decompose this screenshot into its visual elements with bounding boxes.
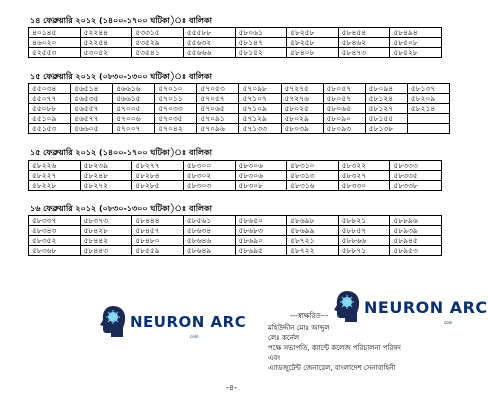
- table-cell: ৫৮২২৬: [29, 161, 81, 171]
- table-cell: ৫৮৮২১: [338, 216, 390, 226]
- table-cell: [407, 114, 449, 124]
- table-cell: ৫৭১০৯: [239, 104, 281, 114]
- table-row: [29, 84, 450, 94]
- table-cell: ৫৬৬০৫: [71, 124, 113, 134]
- logo-text: NEURON ARC: [130, 313, 247, 331]
- table-cell: ৫৮৪৪২: [80, 236, 132, 246]
- table-cell: ৫৭০০৭: [113, 124, 155, 134]
- table-cell: ৫৮৩৭৩: [80, 216, 132, 226]
- table-row: [29, 161, 442, 171]
- logo-subtext: com: [190, 334, 199, 339]
- table-cell: ৫৮৯৪৫: [390, 236, 442, 246]
- table-cell: ৫৮৩৪৩: [29, 226, 81, 236]
- table-cell: ৪০১৪৫: [29, 28, 81, 38]
- table-cell: ৫৫০৭৭: [29, 94, 71, 104]
- table-cell: [407, 124, 449, 134]
- section-title: ১৫ ফেব্রুয়ারি ২০১২ (০৮৩০-১৩০০ ঘটিকা)ঃ বালিকা: [30, 72, 212, 81]
- table-cell: ৫৮৩০৬: [235, 171, 287, 181]
- table-cell: ৫৮২৮৫: [132, 181, 184, 191]
- table-cell: ৫৭০১১: [155, 94, 197, 104]
- table-cell: ৫৮৩১০: [287, 161, 339, 171]
- table-cell: ৫৫১০৯: [29, 114, 71, 124]
- table-cell: ৫৫৬৩২: [183, 38, 235, 48]
- table-cell: ৫৬৫১৪: [71, 84, 113, 94]
- table-cell: ৫৮৩০০: [183, 161, 235, 171]
- table-cell: ৫৭০০৬: [113, 114, 155, 124]
- roll-table: [28, 160, 442, 191]
- table-cell: ৫৮২০৯: [407, 94, 449, 104]
- table-cell: ৫৮৩০৮: [235, 181, 287, 191]
- table-cell: ৫৮৮৯৬: [390, 216, 442, 226]
- logo-text: NEURON ARC: [364, 297, 488, 317]
- watermark-logo: [98, 302, 247, 342]
- table-cell: ৫৮৩৫২: [29, 236, 81, 246]
- table-cell: ৫৭০৬৫: [197, 104, 239, 114]
- table-cell: ৫৭২৭৫: [281, 84, 323, 94]
- table-cell: ৫৮৩০২: [183, 171, 235, 181]
- table-cell: ৫৮৪২৮: [80, 226, 132, 236]
- table-cell: ৫৬৬১৫: [113, 94, 155, 104]
- table-cell: ৫৮০৫৭: [323, 94, 365, 104]
- table-cell: ৫৮৫৫৯: [132, 246, 184, 256]
- table-cell: ৫৭০৫৭: [197, 94, 239, 104]
- table-cell: ৫৬৫৩৫: [71, 94, 113, 104]
- table-row: [29, 226, 442, 236]
- table-cell: ৫৮৬৩৪: [183, 226, 235, 236]
- table-row: [29, 181, 442, 191]
- signatory-role: পক্ষে সভাপতি, ক্যান্টে কলেজ পরিচালনা পরিষদ: [268, 344, 401, 352]
- table-cell: ৫৮২৪৮: [80, 171, 132, 181]
- table-cell: ৫৭০১০: [155, 84, 197, 94]
- table-cell: ৫৮২৫৮: [287, 38, 339, 48]
- table-cell: ৫৮৬৮৩: [235, 226, 287, 236]
- table-cell: ৫৭০০৫: [113, 104, 155, 114]
- logo-subtext: com: [444, 320, 453, 325]
- table-cell: ৫৮৩২২: [338, 161, 390, 171]
- signatory-rank: লেঃ কর্নেল: [268, 334, 300, 342]
- table-cell: ৫৮৭২২: [287, 246, 339, 256]
- table-row: [29, 94, 450, 104]
- table-cell: ৫৭২৭৬: [281, 94, 323, 104]
- table-cell: ৫৮০৯০: [323, 114, 365, 124]
- table-cell: ৫৭০৫৩: [197, 84, 239, 94]
- section-title: ১৪ ফেব্রুয়ারি ২০১২ (১৪০০-১৭০০ ঘটিকা)ঃ বালিকা: [30, 16, 212, 25]
- table-cell: ৫৮৩২৭: [338, 171, 390, 181]
- table-cell: ৫৮৩০৩: [183, 181, 235, 191]
- table-cell: ৫৩৫২৯: [132, 38, 184, 48]
- table-cell: ৫৭০৯১: [197, 114, 239, 124]
- table-cell: ৫৭০৯৮: [239, 84, 281, 94]
- table-cell: ৫৮১৪৭: [235, 38, 287, 48]
- table-cell: ৫৮২৭২: [80, 181, 132, 191]
- table-cell: ৫৮০৫৭: [323, 84, 365, 94]
- table-cell: ৫৫০৮৮: [29, 104, 71, 114]
- signature-label: ---স্বাক্ষরিত---: [290, 312, 329, 320]
- table-cell: ৫৮৩৩৩: [390, 161, 442, 171]
- table-cell: ৫৮৩০৬: [235, 161, 287, 171]
- table-cell: ৫৮৫৬১: [183, 216, 235, 226]
- roll-table: [28, 83, 450, 134]
- table-cell: ৫৮০৩৯: [281, 124, 323, 134]
- table-cell: ৫২২৪৪: [80, 28, 132, 38]
- table-row: [29, 28, 442, 38]
- table-cell: ৫৮৮৫৭: [338, 226, 390, 236]
- table-cell: ৫৩০৫২: [80, 48, 132, 58]
- table-row: [29, 114, 450, 124]
- table-cell: ৫৮৪৫৪: [338, 28, 390, 38]
- table-cell: ৫৮৩১৬: [287, 181, 339, 191]
- table-cell: ৫৮৪০৮: [287, 48, 339, 58]
- table-cell: ৫৭০৯৬: [197, 124, 239, 134]
- table-cell: ৫৮৬৯০: [235, 236, 287, 246]
- signatory-name: মহিউদ্দীন মোঃ আব্দুল: [268, 324, 330, 332]
- table-cell: ৫৮২১৪: [407, 104, 449, 114]
- table-row: [29, 236, 442, 246]
- table-cell: ৫৮৮৬৬: [338, 236, 390, 246]
- table-cell: ৫৬৫৭৭: [71, 114, 113, 124]
- table-cell: ৫৮২২৮: [29, 181, 81, 191]
- table-cell: ৫৮১২৭: [365, 104, 407, 114]
- table-cell: ৫৫১৫৩: [29, 124, 71, 134]
- table-row: [29, 124, 450, 134]
- table-cell: ৫৭১০৭: [239, 94, 281, 104]
- table-row: [29, 216, 442, 226]
- table-cell: ৫৮১৩৭: [407, 84, 449, 94]
- table-cell: ৫৮৬৯৮: [287, 216, 339, 226]
- table-cell: ৫৮৩৩৫: [390, 171, 442, 181]
- table-cell: ৫৮০২৯: [281, 114, 323, 124]
- table-cell: ৫৬৬১৬: [113, 84, 155, 94]
- table-cell: ৫২৫৫৩: [29, 48, 81, 58]
- table-cell: ৫৮০৬১: [235, 28, 287, 38]
- table-cell: ৫৮৪৬২: [338, 38, 390, 48]
- table-cell: ৫৮৪৪৪: [132, 216, 184, 226]
- table-cell: ৫৮৩৩৮: [390, 181, 442, 191]
- table-cell: ৫৮২৫৮: [287, 28, 339, 38]
- table-cell: ৫৮৪৮০: [132, 236, 184, 246]
- table-row: [29, 171, 442, 181]
- table-cell: ৫৫৫৮৮: [183, 28, 235, 38]
- table-cell: ৫৮৯৫৩: [390, 246, 442, 256]
- table-cell: ৫৮৭২১: [287, 236, 339, 246]
- table-cell: ৫৮৮৭১: [338, 246, 390, 256]
- head-icon: [98, 304, 128, 340]
- table-cell: ৪৬০২০: [29, 38, 81, 48]
- table-cell: ৫৮৬৯৯: [287, 226, 339, 236]
- table-cell: ৫৮১২৪: [365, 94, 407, 104]
- table-cell: ৫৮৪৭৩: [338, 48, 390, 58]
- table-cell: ৫৬৫৫৭: [71, 104, 113, 114]
- table-cell: ৫৮১৩৮: [365, 124, 407, 134]
- table-row: [29, 246, 442, 256]
- table-cell: ৫৫০৩৪: [29, 84, 71, 94]
- table-cell: ৫৭০৪২: [155, 124, 197, 134]
- table-row: [29, 104, 450, 114]
- table-cell: ৫৮৩৩৭: [29, 216, 81, 226]
- roll-table: [28, 27, 442, 58]
- table-cell: ৫৮৩৩০: [338, 181, 390, 191]
- page-number: -৪-: [226, 383, 237, 392]
- table-cell: ৫৮৪৫৭: [132, 226, 184, 236]
- section-title: ১৬ ফেব্রুয়ারি ২০১২ (০৮৩০-১৩০০ ঘটিকা)ঃ বালিকা: [30, 204, 212, 213]
- table-cell: ৫৮৬৪৬: [183, 236, 235, 246]
- table-cell: ৫৮১৫২: [235, 48, 287, 58]
- roll-table: [28, 215, 442, 256]
- table-cell: ৫৮০৯৪: [365, 84, 407, 94]
- table-cell: ৫২২৫৪: [80, 38, 132, 48]
- table-cell: ৫৮৯৩৯: [390, 226, 442, 236]
- table-row: [29, 48, 442, 58]
- head-icon: [332, 288, 362, 326]
- table-row: [29, 38, 442, 48]
- table-cell: ৫৩৫৪১: [132, 48, 184, 58]
- table-cell: ৫৩৩১৫: [132, 28, 184, 38]
- table-cell: ৫৮৫০৮: [390, 38, 442, 48]
- section-title: ১৫ ফেব্রুয়ারি ২০১২ (১৪০০-১৭০০ ঘটিকা)ঃ বালিকা: [30, 148, 212, 157]
- table-cell: ৫৫৬৬৬: [183, 48, 235, 58]
- table-cell: ৫৮১৫৫: [365, 114, 407, 124]
- table-cell: ৫৮৩১৩: [287, 171, 339, 181]
- table-cell: ৫৮৫২৮: [390, 48, 442, 58]
- table-cell: ৫৮৪৯৪: [390, 28, 442, 38]
- signatory-office: এ্যাডজুটেন্ট জেনারেল, বাংলাদেশ সেনাবাহিনী: [268, 364, 396, 372]
- table-cell: ৫৮৬৯৫: [235, 246, 287, 256]
- table-cell: ৫৭০৩৩: [155, 104, 197, 114]
- signatory-conjunction: এবং: [268, 354, 281, 362]
- table-cell: ৫৮২২৭: [29, 171, 81, 181]
- table-cell: ৫৭১৩৩: [239, 124, 281, 134]
- watermark-logo: [332, 286, 488, 328]
- table-cell: ৫৮৩৬৮: [29, 246, 81, 256]
- table-cell: ৫৮০৯৩: [323, 124, 365, 134]
- table-cell: ৫৮০২৫: [281, 104, 323, 114]
- table-cell: ৫৮০৬৫: [323, 104, 365, 114]
- table-cell: ৫৮৬৫০: [235, 216, 287, 226]
- table-cell: ৫৮২৮৪: [132, 171, 184, 181]
- table-cell: ৫৮৪৪৩: [80, 246, 132, 256]
- table-cell: ৫৮২৭৭: [132, 161, 184, 171]
- table-cell: ৫৭০৩৫: [155, 114, 197, 124]
- table-cell: ৫৭১২৯: [239, 114, 281, 124]
- table-cell: ৫৮৬৪৯: [183, 246, 235, 256]
- table-cell: ৫৮২৩৯: [80, 161, 132, 171]
